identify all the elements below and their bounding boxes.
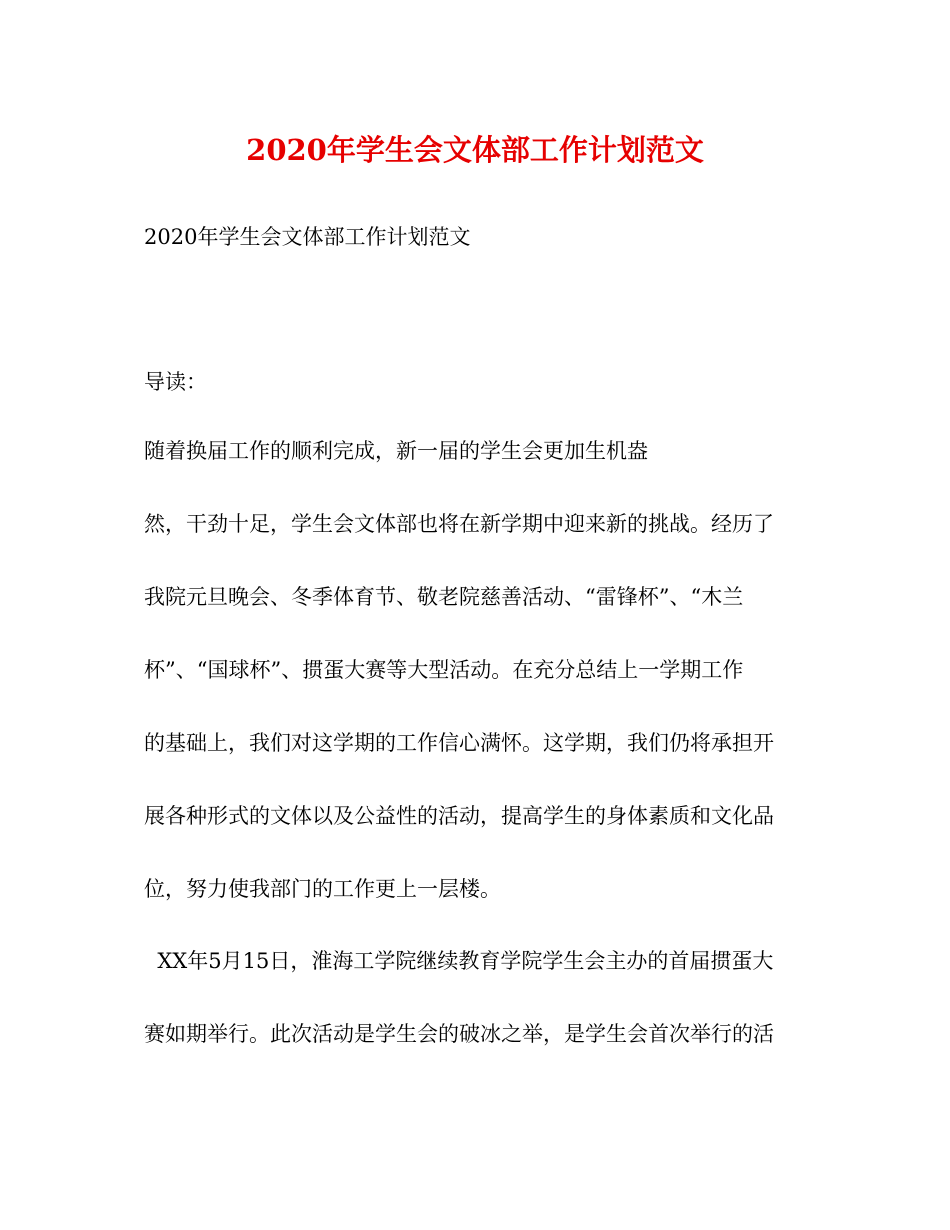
lead-label: 导读： [144, 370, 207, 394]
paragraph-line: 赛如期举行。此次活动是学生会的破冰之举，是学生会首次举行的活 [144, 1022, 774, 1046]
paragraph-line: 展各种形式的文体以及公益性的活动，提高学生的身体素质和文化品 [144, 804, 774, 828]
paragraph-line: 然，干劲十足，学生会文体部也将在新学期中迎来新的挑战。经历了 [144, 512, 774, 536]
paragraph-line: 随着换届工作的顺利完成，新一届的学生会更加生机盎 [144, 439, 648, 463]
document-subtitle: 2020年学生会文体部工作计划范文 [144, 225, 471, 249]
paragraph-line: 位，努力使我部门的工作更上一层楼。 [144, 877, 501, 901]
paragraph-line: 杯”、“国球杯”、掼蛋大赛等大型活动。在充分总结上一学期工作 [144, 658, 744, 682]
document-title: 2020年学生会文体部工作计划范文 [246, 133, 704, 167]
paragraph-line: 我院元旦晚会、冬季体育节、敬老院慈善活动、“雷锋杯”、“木兰 [144, 585, 744, 609]
paragraph-line: 的基础上，我们对这学期的工作信心满怀。这学期，我们仍将承担开 [144, 731, 774, 755]
paragraph-line: XX年5月15日，淮海工学院继续教育学院学生会主办的首届掼蛋大 [144, 949, 774, 973]
